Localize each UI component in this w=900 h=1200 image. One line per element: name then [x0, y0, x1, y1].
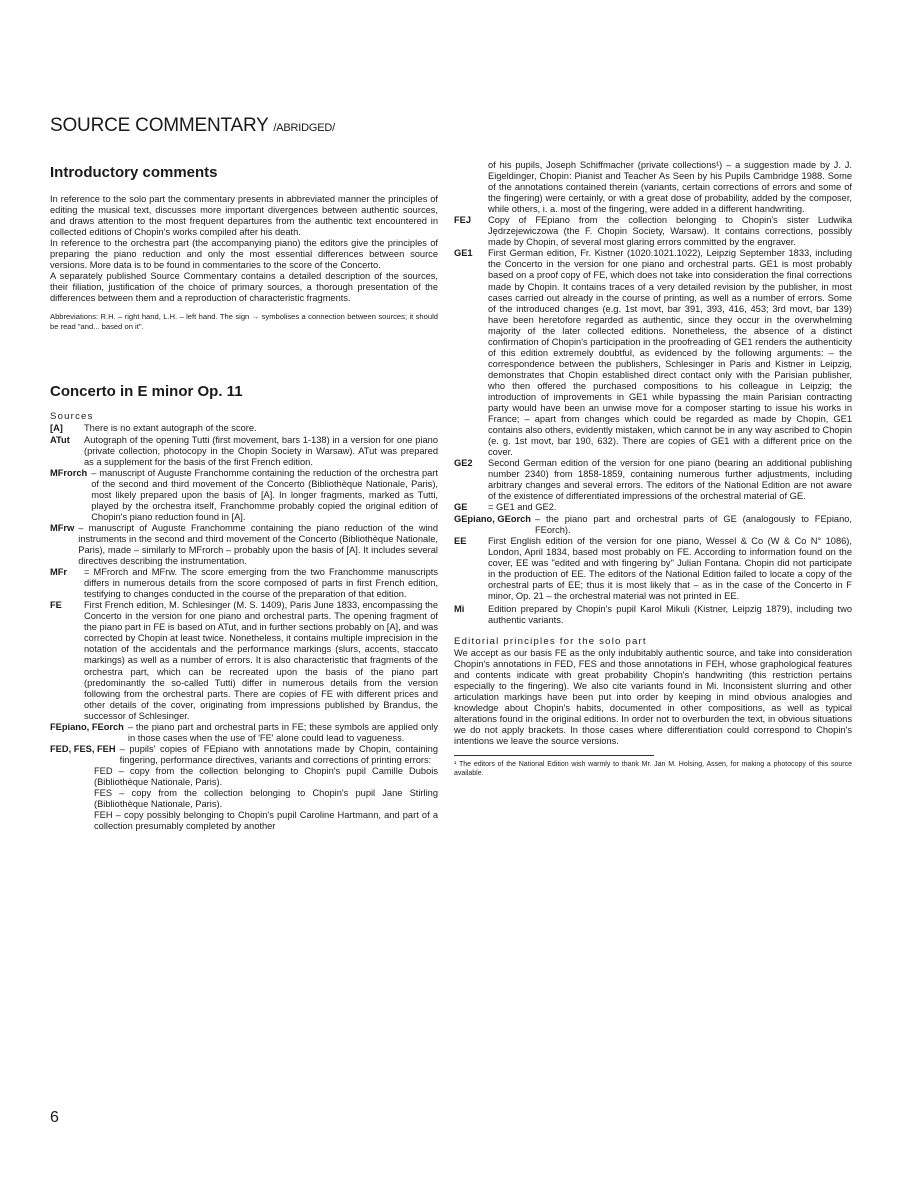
footnote-divider [454, 755, 654, 756]
intro-paragraph: In reference to the solo part the commentary presents in abbreviated manner the principles of editing the musical text, discusses more important divergences between authentic sources, and draws attention to the most frequent departures from the authentic text encountered in collected editions of Chopin's works compiled after his death. [50, 194, 438, 238]
source-key: GE2 [454, 458, 473, 469]
source-text: – the piano part and orchestral parts in FE; these symbols are applied only in those cases when the use of 'FE' alone could lead to vagueness. [127, 721, 438, 743]
source-text: = MFrorch and MFrw. The score emerging from the two Franchomme manuscripts differs in numerous details from the score composed of parts in first French edition, testifying to changes conducted in the course of the preparation of that edition. [84, 567, 438, 600]
source-entry [454, 514, 852, 536]
source-key: EE [454, 535, 467, 546]
copy-subentry: FES – copy from the collection belonging to Chopin's pupil Jane Stirling (Bibliothèque Nationale, Paris). [94, 788, 438, 810]
source-entry [454, 502, 852, 513]
footnote: ¹ The editors of the National Edition wish warmly to thank Mr. Jan M. Holsing, Assen, for making a photocopy of this source available. [454, 761, 852, 778]
source-text: Second German edition of the version for one piano (bearing an additional publishing number 2340) from 1858-1859, containing numerous further adjustments, including arbitrary changes and several errors. The editors of the National Edition are not aware of the existence of differentiated impressions of the orchestral material of GE. [488, 458, 852, 502]
source-key: MFrorch [50, 467, 88, 478]
source-entry [454, 248, 852, 458]
source-entry [50, 423, 438, 434]
source-key: Mi [454, 603, 465, 614]
source-key: ATut [50, 434, 70, 445]
source-entry [454, 215, 852, 248]
source-key: [A] [50, 423, 63, 434]
source-text: First English edition of the version for one piano, Wessel & Co (W & Co N° 1086), London, April 1834, based most probably on FE. According to information found on the cover, EE was "edited and with fingering by" Julian Fontana. Chopin did not participate in the production of EE. The editors of the National Edition failed to locate a copy of the orchestral parts of EE; thus it is most likely that – as in the case of the Concerto in F minor, Op. 21 – the orchestral material was not printed in EE. [488, 535, 852, 601]
source-entry [50, 600, 438, 722]
source-key: FED, FES, FEH [50, 743, 116, 754]
source-text: Copy of FEpiano from the collection belonging to Chopin's sister Ludwika Jędrzejewiczowa (the F. Chopin Society, Warsaw). It contains corrections, possibly made by Chopin, of several most glaring errors committed by the engraver. [488, 215, 852, 248]
source-key: GEpiano, GEorch [454, 513, 531, 524]
source-key: FEJ [454, 215, 472, 226]
source-text: = GE1 and GE2. [488, 502, 557, 513]
right-column [454, 160, 852, 778]
source-entry [50, 523, 438, 567]
concerto-heading: Concerto in E minor Op. 11 [50, 383, 243, 401]
sources-heading: Sources [50, 411, 94, 423]
source-entry [454, 458, 852, 502]
source-key: FEpiano, FEorch [50, 721, 124, 732]
source-key: GE [454, 502, 468, 513]
intro-paragraph: In reference to the orchestra part (the accompanying piano) the editors give the principles of preparing the piano reduction and only the most essential differences between source versions. More data is to be found in commentaries to the score of the Concerto. [50, 238, 438, 271]
continued-text: of his pupils, Joseph Schiffmacher (private collections¹) – a suggestion made by J. J. Eigeldinger, Chopin: Pianist and Teacher As Seen by his Pupils Cambridge 1988. Some of the annotations contained therein (variants, certain corrections of errors and some of the fingering) were certainly, or with a great dose of probability, added by the composer, while others, i. a. most of the fingering, were added in a different handwriting. [488, 160, 852, 215]
copy-subentry: FED – copy from the collection belonging to Chopin's pupil Camille Dubois (Bibliothèque Nationale, Paris). [94, 765, 438, 787]
source-entry [50, 435, 438, 468]
source-text: – manuscript of Auguste Franchomme containing the piano reduction of the wind instruments in the second and third movement of the Concerto (Bibliothèque Nationale, Paris), made – similarly to MFrorch – probably upon the basis of [A]. It includes several directives describing the instrumentation. [78, 522, 438, 567]
source-text: First German edition, Fr. Kistner (1020.1021.1022), Leipzig September 1833, including the Concerto in the version for one piano and orchestral parts. GE1 is most probably based on a proof copy of FE, which does not take into consideration the final corrections made by Chopin. It contains traces of a very detailed revision by the publisher, in most cases carried out already in the course of printing, as well as a number of errors. Some of the introduced changes (e.g. 1st movt, bar 391, 393, 416, 453; 3rd movt, bar 139) have been heretofore regarded as authentic, since they occur in the overwhelming majority of the later collected editions. Nonetheless, the absence of a distinct confirmation of Chopin's participation in the proofreading of GE1 renders the authenticity of this edition extremely doubtful, as evidenced by the following arguments: – the correspondence between the publishers, Schlesinger in Paris and Kistner in Leipzig, demonstrates that Chopin established direct contact only with the Parisian publisher, who then offered the purchased compositions to his colleague in Leipzig; the introduction of improvements in GE1 while bypassing the main Parisian contracting party would have been an unwise move for a composer starting to issue his works in France; – apart from changes which could be regarded as made by Chopin, GE1 contains also others, evidently mistaken, which cannot be in any way ascribed to Chopin (e. g. 1st movt, bar 190, 632). There are copies of GE1 with a different price on the cover. [488, 248, 852, 458]
copy-subentry: FEH – copy possibly belonging to Chopin's pupil Caroline Hartmann, and part of a collection presumably completed by another [94, 810, 438, 832]
source-entry [50, 468, 438, 523]
page-title [50, 115, 335, 137]
title-subtitle: /ABRIDGED/ [273, 122, 335, 134]
source-entry [50, 567, 438, 600]
source-text: There is no extant autograph of the score. [84, 423, 257, 434]
editorial-heading: Editorial principles for the solo part [454, 635, 647, 647]
source-key: MFr [50, 567, 68, 578]
source-entry [454, 536, 852, 602]
page-number: 6 [50, 1109, 59, 1126]
title-main: SOURCE COMMENTARY [50, 115, 269, 136]
editorial-text: We accept as our basis FE as the only indubitably authentic source, and take into consideration Chopin's annotations in FED, FES and those annotations in FEH, whose graphological features and contents indicate with great probability Chopin's handwriting (this restriction pertains especially to the fingering). We also cite variants found in Mi. Inconsistent slurring and other articulation markings have been put into order by keeping in mind obvious analogies and knowledge about Chopin's habits, documented in other compositions, as well as typical alterations found in the original editions. In order not to overburden the text, in obvious situations we do not apply brackets. In those cases where differentiation could correspond to Chopin's intentions we leave the source versions. [454, 647, 852, 747]
source-text: – pupils' copies of FEpiano with annotations made by Chopin, containing fingering, performance directives, variants and corrections of printing errors: [119, 743, 438, 765]
source-text: Edition prepared by Chopin's pupil Karol Mikuli (Kistner, Leipzig 1879), including two authentic variants. [488, 603, 852, 625]
source-text: First French edition, M. Schlesinger (M. S. 1409), Paris June 1833, encompassing the Concerto in the version for one piano and orchestral parts. The opening fragment of the piano part in FE is based on ATut, and in further sections probably on [A], and was corrected by Chopin at least twice. Nonetheless, it contains multiple imprecision in the notation of the accidentals and the performance markings (slurs, accents, staccato markings) as well as a number of errors. It is also characteristic that fragments of the orchestra part, which can be recreated upon the basis of the piano part (predominantly the so-called Tutti) differ in numerous details from the version following from the orchestral parts. There are copies of FE with different prices and other details of the cover, originating from impressions published by Brandus, the successor of Schlesinger. [84, 600, 438, 721]
source-text: – manuscript of Auguste Franchomme containing the reduction of the orchestra part of the second and third movement of the Concerto (Bibliothèque Nationale, Paris), most likely prepared upon the basis of [A]. In longer fragments, marked as Tutti, played by the orchestra itself, Franchomme probably copied the original edition of Chopin's piano reduction found in [A]. [91, 467, 438, 522]
left-column [50, 163, 438, 832]
source-entry [50, 722, 438, 744]
intro-heading: Introductory comments [50, 164, 218, 181]
intro-paragraph: A separately published Source Commentary contains a detailed description of the sources, their filiation, justification of the choice of primary sources, a thorough presentation of the differences between them and a reproduction of characteristic fragments. [50, 271, 438, 304]
source-key: MFrw [50, 522, 75, 533]
source-key: GE1 [454, 248, 473, 259]
source-entry [50, 744, 438, 766]
abbreviations-note: Abbreviations: R.H. – right hand, L.H. – left hand. The sign → symbolises a connection between sources; it should be read "and... based on it". [50, 312, 438, 332]
source-entry [454, 604, 852, 626]
source-text: Autograph of the opening Tutti (first movement, bars 1-138) in a version for one piano (private collection, photocopy in the Chopin Society in Warsaw). ATut was prepared as a supplement for the basis of the first French edition. [84, 434, 438, 467]
source-key: FE [50, 600, 62, 611]
source-text: – the piano part and orchestral parts of GE (analogously to FEpiano, FEorch). [534, 513, 852, 535]
